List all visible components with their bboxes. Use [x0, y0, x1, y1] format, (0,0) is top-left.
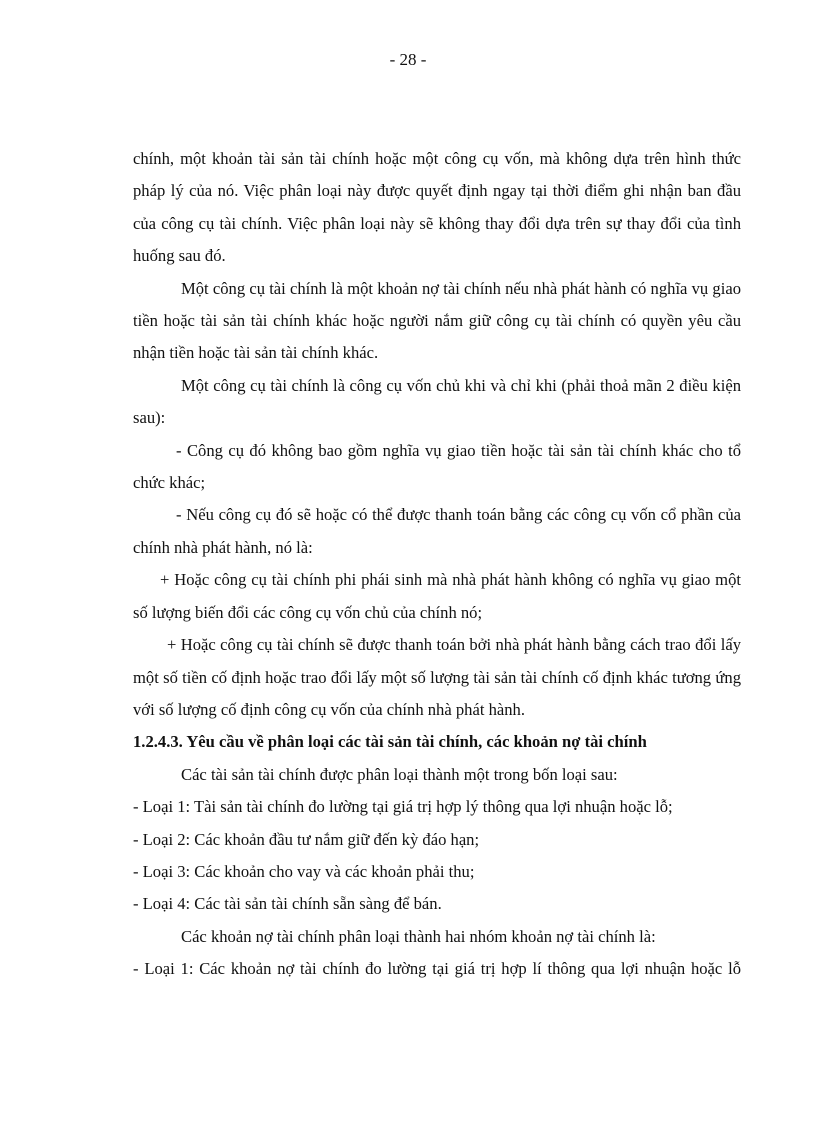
body-text [133, 143, 741, 986]
list-item: - Loại 1: Tài sản tài chính đo lường tại giá trị hợp lý thông qua lợi nhuận hoặc lỗ; [133, 797, 673, 817]
paragraph: Một công cụ tài chính là một khoản nợ tài chính nếu nhà phát hành có nghĩa vụ giao tiền hoặc tài sản tài chính khác hoặc người nắm giữ công cụ tài chính có quyền yêu cầu nhận tiền hoặc tài sản tài chính khác. [133, 278, 741, 363]
list-item: - Công cụ đó không bao gồm nghĩa vụ giao tiền hoặc tài sản tài chính khác cho tổ chức khác; [133, 440, 741, 493]
paragraph: Các tài sản tài chính được phân loại thành một trong bốn loại sau: [181, 764, 618, 784]
list-item: - Loại 2: Các khoản đầu tư nắm giữ đến kỳ đáo hạn; [133, 829, 480, 849]
list-item: - Loại 3: Các khoản cho vay và các khoản phải thu; [133, 861, 475, 881]
page-number: - 28 - [389, 50, 427, 69]
paragraph: Các khoản nợ tài chính phân loại thành hai nhóm khoản nợ tài chính là: [181, 926, 656, 946]
section-heading: 1.2.4.3. Yêu cầu về phân loại các tài sản tài chính, các khoản nợ tài chính [133, 732, 647, 752]
paragraph: chính, một khoản tài sản tài chính hoặc một công cụ vốn, mà không dựa trên hình thức pháp lý của nó. Việc phân loại này được quyết định ngay tại thời điểm ghi nhận ban đầu của công cụ tài chính. Việc phân loại này sẽ không thay đổi dựa trên sự thay đổi của tình huống sau đó. [133, 149, 741, 266]
paragraph: Một công cụ tài chính là công cụ vốn chủ khi và chỉ khi (phải thoả mãn 2 điều kiện sau): [133, 375, 741, 428]
list-item: - Nếu công cụ đó sẽ hoặc có thể được thanh toán bằng các công cụ vốn cổ phần của chính nhà phát hành, nó là: [133, 505, 741, 557]
list-item: + Hoặc công cụ tài chính phi phái sinh mà nhà phát hành không có nghĩa vụ giao một số lượng biến đổi các công cụ vốn chủ của chính nó; [133, 570, 741, 622]
list-item: + Hoặc công cụ tài chính sẽ được thanh toán bởi nhà phát hành bằng cách trao đổi lấy một số tiền cố định hoặc trao đổi lấy một số lượng tài sản tài chính cố định khác tương ứng với số lượng cố định công cụ vốn của chính nhà phát hành. [133, 635, 741, 719]
list-item: - Loại 4: Các tài sản tài chính sẵn sàng để bán. [133, 894, 442, 914]
list-item: - Loại 1: Các khoản nợ tài chính đo lường tại giá trị hợp lí thông qua lợi nhuận hoặc lỗ [133, 959, 741, 979]
